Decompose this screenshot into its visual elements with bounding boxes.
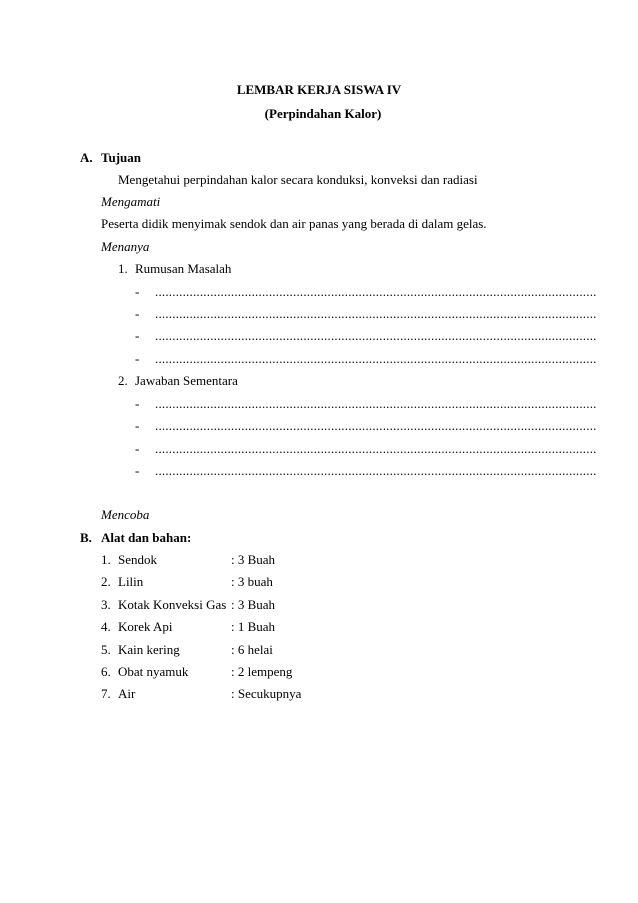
material-number: 2.	[101, 574, 111, 589]
material-quantity: : 1 Buah	[231, 619, 276, 634]
answer-line: ................................................................................................................................	[155, 351, 597, 366]
answer-dash: -	[135, 441, 140, 456]
answer-line: ................................................................................................................................	[155, 284, 597, 299]
answer-line: ................................................................................................................................	[155, 418, 597, 433]
menanya-label: Menanya	[101, 239, 150, 254]
answer-dash: -	[135, 396, 140, 411]
answer-line: ................................................................................................................................	[155, 328, 597, 343]
material-name: Kotak Konveksi Gas	[118, 597, 227, 612]
section-a-heading: Tujuan	[101, 150, 141, 165]
material-name: Air	[118, 686, 136, 701]
answer-dash: -	[135, 328, 140, 343]
answer-dash: -	[135, 351, 140, 366]
material-number: 6.	[101, 664, 111, 679]
answer-dash: -	[135, 284, 140, 299]
material-number: 7.	[101, 686, 111, 701]
material-quantity: : 2 lempeng	[231, 664, 293, 679]
answer-dash: -	[135, 306, 140, 321]
material-quantity: : 3 Buah	[231, 552, 276, 567]
mencoba-label: Mencoba	[101, 507, 150, 522]
answer-line: ................................................................................................................................	[155, 441, 597, 456]
material-name: Korek Api	[118, 619, 173, 634]
section-a-letter: A.	[80, 150, 93, 165]
section-b-letter: B.	[80, 530, 92, 545]
material-name: Lilin	[118, 574, 144, 589]
answer-line: ................................................................................................................................	[155, 306, 597, 321]
material-number: 1.	[101, 552, 111, 567]
material-number: 4.	[101, 619, 111, 634]
question-item-title: Jawaban Sementara	[135, 373, 238, 388]
page-subtitle: (Perpindahan Kalor)	[264, 106, 382, 121]
page-title: LEMBAR KERJA SISWA IV	[236, 82, 402, 97]
material-quantity: : 3 Buah	[231, 597, 276, 612]
material-quantity: : 3 buah	[231, 574, 273, 589]
question-item-number: 2.	[118, 373, 128, 388]
material-name: Sendok	[118, 552, 157, 567]
question-item-number: 1.	[118, 261, 128, 276]
answer-dash: -	[135, 418, 140, 433]
goal-text: Mengetahui perpindahan kalor secara konduksi, konveksi dan radiasi	[118, 172, 478, 187]
answer-line: ................................................................................................................................	[155, 463, 597, 478]
section-b-heading: Alat dan bahan:	[101, 530, 192, 545]
answer-dash: -	[135, 463, 140, 478]
material-name: Kain kering	[118, 642, 180, 657]
material-quantity: : 6 helai	[231, 642, 273, 657]
mengamati-text: Peserta didik menyimak sendok dan air panas yang berada di dalam gelas.	[101, 216, 487, 231]
material-name: Obat nyamuk	[118, 664, 189, 679]
question-item-title: Rumusan Masalah	[135, 261, 232, 276]
answer-line: ................................................................................................................................	[155, 396, 597, 411]
mengamati-label: Mengamati	[101, 194, 161, 209]
material-quantity: : Secukupnya	[231, 686, 302, 701]
material-number: 5.	[101, 642, 111, 657]
material-number: 3.	[101, 597, 111, 612]
